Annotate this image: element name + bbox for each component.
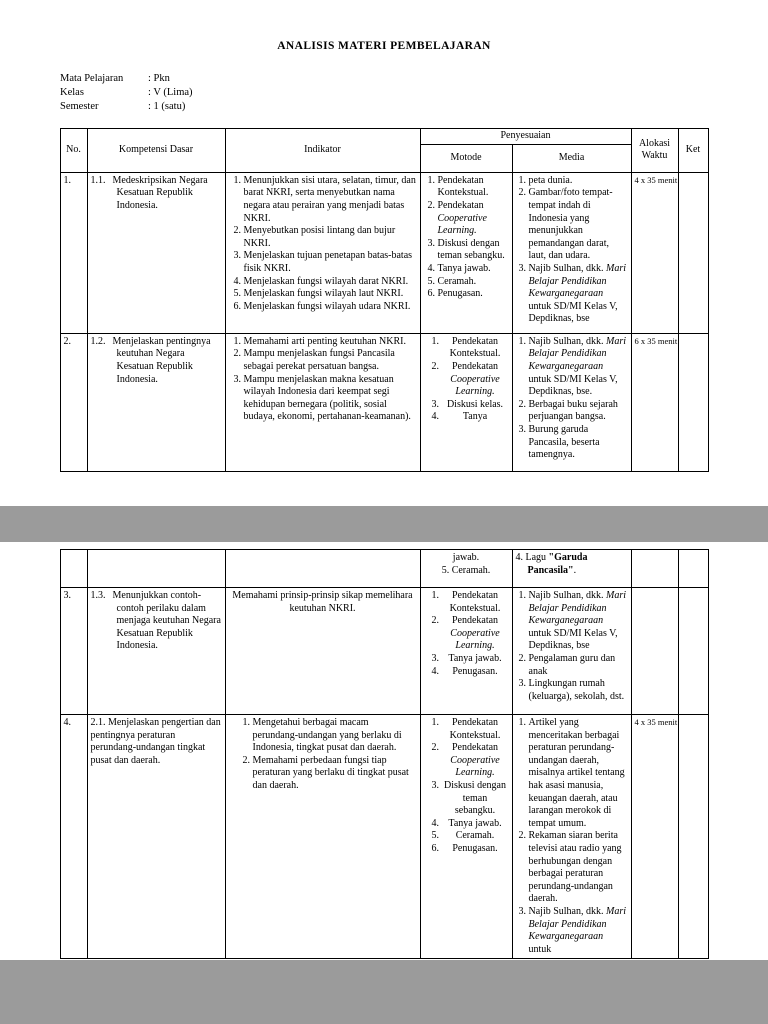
cell-no <box>60 550 87 588</box>
header-media: Media <box>512 144 631 172</box>
list-item: 6. Penugasan. <box>442 843 509 856</box>
media-list <box>516 336 628 462</box>
list-item: 5. Ceramah. <box>442 830 509 843</box>
table-row-3 <box>60 588 708 715</box>
cell-no: 2. <box>60 333 87 471</box>
cell-kompetensi-dasar <box>87 333 225 471</box>
motode-list <box>424 717 509 856</box>
cell-indikator <box>225 172 420 333</box>
meta-value: : Pkn <box>148 73 170 84</box>
list-item: 1. Memahami arti penting keutuhan NKRI. <box>244 336 417 349</box>
table-row-2 <box>60 333 708 471</box>
list-item: jawab. <box>452 552 480 563</box>
cell-ket <box>678 588 708 715</box>
page-2 <box>0 542 768 960</box>
kompetensi-text <box>91 590 222 653</box>
header-row-1 <box>60 129 708 145</box>
cell-no: 4. <box>60 715 87 959</box>
kompetensi-number: 1.2. <box>90 335 106 347</box>
cell-motode <box>420 715 512 959</box>
media-list <box>516 717 628 956</box>
analysis-table-page-2 <box>60 549 709 959</box>
list-item: 1. Artikel yang menceritakan berbagai peraturan perundang-undangan daerah, misalnya artikel tentang hak asasi manusia, keuangan daerah, atau larangan merokok di tempat umum. <box>529 717 628 830</box>
list-item: 1. Pendekatan Kontekstual. <box>442 336 509 361</box>
cell-kompetensi-dasar <box>87 715 225 959</box>
list-item: 4. Lagu "Garuda Pancasila". <box>515 552 588 576</box>
cell-alokasi-waktu <box>631 550 678 588</box>
list-item: 1. Menunjukkan sisi utara, selatan, timur, dan barat NKRI, serta menyebutkan nama negara atau perairan yang menjadi batas NKRI. <box>244 175 417 225</box>
list-item: 1. Najib Sulhan, dkk. Mari Belajar Pendidikan Kewarganegaraan untuk SD/MI Kelas V, Depdiknas, bse. <box>529 336 628 399</box>
kompetensi-number: 1.3. <box>90 590 106 601</box>
list-item: 3. Najib Sulhan, dkk. Mari Belajar Pendidikan Kewarganegaraan untuk <box>529 906 628 956</box>
header-penyesuaian: Penyesuaian <box>420 129 631 145</box>
doc-meta <box>60 72 768 114</box>
meta-row-semester <box>60 100 768 114</box>
kompetensi-text: 2.1. Menjelaskan pengertian dan pentingnya peraturan perundang-undangan tingkat pusat dan daerah. <box>90 717 221 766</box>
kompetensi-body: Menunjukkan contoh-contoh perilaku dalam menjaga keutuhan Negara Kesatuan Republik Indonesia. <box>112 590 221 652</box>
table-row-4 <box>60 715 708 959</box>
meta-value: : 1 (satu) <box>148 101 186 113</box>
list-item: 2. Mampu menjelaskan fungsi Pancasila sebagai perekat persatuan bangsa. <box>244 348 417 373</box>
list-item: 4. Menjelaskan fungsi wilayah darat NKRI. <box>244 276 417 289</box>
list-item: 3. Tanya jawab. <box>442 653 509 666</box>
cell-motode <box>420 550 512 588</box>
list-item: 5. Menjelaskan fungsi wilayah laut NKRI. <box>244 288 417 301</box>
cell-no: 1. <box>60 172 87 333</box>
cell-indikator <box>225 588 420 715</box>
cell-media <box>512 333 631 471</box>
doc-title: ANALISIS MATERI PEMBELAJARAN <box>277 40 491 52</box>
cell-kompetensi-dasar <box>87 550 225 588</box>
kompetensi-text <box>91 175 222 213</box>
list-item: 2. Memahami perbedaan fungsi tiap peraturan yang berlaku di tingkat pusat dan daerah. <box>253 755 417 793</box>
list-item: 4. Tanya jawab. <box>442 818 509 831</box>
cell-alokasi-waktu: 4 x 35 menit <box>631 172 678 333</box>
header-indikator: Indikator <box>225 129 420 173</box>
cell-motode <box>420 333 512 471</box>
cell-indikator <box>225 333 420 471</box>
list-item: 1. Pendekatan Kontekstual. <box>442 590 509 615</box>
list-item: 1. Najib Sulhan, dkk. Mari Belajar Pendidikan Kewarganegaraan untuk SD/MI Kelas V, Depdiknas, bse <box>529 590 628 653</box>
list-item: 4. Tanya jawab. <box>438 263 509 276</box>
list-item: 1. Pendekatan Kontekstual. <box>438 175 509 200</box>
kompetensi-number: 1.1. <box>90 174 106 186</box>
list-item: 3. Lingkungan rumah (keluarga), sekolah, dst. <box>529 678 628 703</box>
list-item: 1. Pendekatan Kontekstual. <box>442 717 509 742</box>
list-item: 1. Mengetahui berbagai macam perundang-undangan yang berlaku di Indonesia, tingkat pusat dan daerah. <box>253 717 417 755</box>
kompetensi-body: Medeskripsikan Negara Kesatuan Republik Indonesia. <box>112 174 208 211</box>
kompetensi-text <box>91 336 222 386</box>
cell-no: 3. <box>60 588 87 715</box>
cell-media <box>512 588 631 715</box>
indikator-text: Memahami prinsip-prinsip sikap memelihara keutuhan NKRI. <box>232 590 413 614</box>
meta-label: Mata Pelajaran <box>60 73 124 84</box>
list-item: 2. Rekaman siaran berita televisi atau radio yang berhubungan dengan berbagai peraturan perundang-undangan daerah. <box>529 830 628 906</box>
list-item: 5. Ceramah. <box>441 564 491 576</box>
cell-alokasi-waktu: 6 x 35 menit <box>631 333 678 471</box>
list-item: 5. Ceramah. <box>438 276 509 289</box>
list-item: 4. Tanya <box>442 411 509 424</box>
cell-alokasi-waktu <box>631 588 678 715</box>
cell-motode <box>420 588 512 715</box>
list-item: 3. Burung garuda Pancasila, beserta tamengnya. <box>529 424 628 462</box>
cell-media <box>512 550 631 588</box>
meta-row-kelas <box>60 86 768 100</box>
motode-list <box>424 175 509 301</box>
list-item: 2. Pendekatan Cooperative Learning. <box>442 615 509 653</box>
list-item: 2. Pengalaman guru dan anak <box>529 653 628 678</box>
meta-value: : V (Lima) <box>148 87 193 99</box>
cell-ket <box>678 333 708 471</box>
list-item: 3. Menjelaskan tujuan penetapan batas-batas fisik NKRI. <box>244 250 417 275</box>
list-item: 3. Diskusi dengan teman sebangku. <box>442 780 509 818</box>
list-item: 2. Berbagai buku sejarah perjuangan bangsa. <box>529 399 628 424</box>
list-item: 2. Pendekatan Cooperative Learning. <box>442 361 509 399</box>
media-list <box>516 590 628 703</box>
list-item: 3. Diskusi kelas. <box>442 399 509 412</box>
cell-motode <box>420 172 512 333</box>
page-1 <box>0 0 768 506</box>
cell-indikator <box>225 550 420 588</box>
list-item: 2. Menyebutkan posisi lintang dan bujur NKRI. <box>244 225 417 250</box>
analysis-table-page-1 <box>60 128 709 472</box>
header-alokasi-waktu: Alokasi Waktu <box>631 129 678 173</box>
list-item: 2. Gambar/foto tempat-tempat indah di Indonesia yang menunjukkan pemandangan darat, laut, dan udara. <box>529 187 628 263</box>
media-list <box>516 175 628 326</box>
table-row-2-continued <box>60 550 708 588</box>
table-row-1 <box>60 172 708 333</box>
cell-ket <box>678 550 708 588</box>
indikator-list <box>229 175 417 314</box>
motode-list <box>424 336 509 424</box>
meta-label: Kelas <box>60 87 84 99</box>
list-item: 1. peta dunia. <box>529 175 628 188</box>
list-item: 2. Pendekatan Cooperative Learning. <box>438 200 509 238</box>
header-motode: Motode <box>420 144 512 172</box>
list-item: 3. Mampu menjelaskan makna kesatuan wilayah Indonesia dari keempat segi kehidupan bernegara (politik, sosial budaya, ekonomi, pertahanan-keamanan). <box>244 374 417 424</box>
list-item: 6. Penugasan. <box>438 288 509 301</box>
list-item: 3. Diskusi dengan teman sebangku. <box>438 238 509 263</box>
cell-media <box>512 172 631 333</box>
indikator-list <box>229 717 417 793</box>
list-item: 6. Menjelaskan fungsi wilayah udara NKRI. <box>244 301 417 314</box>
motode-list <box>424 590 509 678</box>
indikator-list <box>229 336 417 424</box>
list-item: 2. Pendekatan Cooperative Learning. <box>442 742 509 780</box>
cell-ket <box>678 715 708 959</box>
cell-ket <box>678 172 708 333</box>
cell-alokasi-waktu: 4 x 35 menit <box>631 715 678 959</box>
meta-label: Semester <box>60 101 99 113</box>
cell-kompetensi-dasar <box>87 172 225 333</box>
list-item: 3. Najib Sulhan, dkk. Mari Belajar Pendidikan Kewarganegaraan untuk SD/MI Kelas V, Depdiknas, bse <box>529 263 628 326</box>
header-ket: Ket <box>678 129 708 173</box>
media-continued-lines <box>516 552 628 577</box>
list-item: 4. Penugasan. <box>442 666 509 679</box>
header-kompetensi-dasar: Kompetensi Dasar <box>87 129 225 173</box>
meta-row-mata-pelajaran <box>60 72 768 86</box>
kompetensi-body: Menjelaskan pentingnya keutuhan Negara Kesatuan Republik Indonesia. <box>112 335 211 385</box>
motode-continued-lines <box>424 552 509 577</box>
header-no: No. <box>60 129 87 173</box>
cell-kompetensi-dasar <box>87 588 225 715</box>
cell-media <box>512 715 631 959</box>
cell-indikator <box>225 715 420 959</box>
